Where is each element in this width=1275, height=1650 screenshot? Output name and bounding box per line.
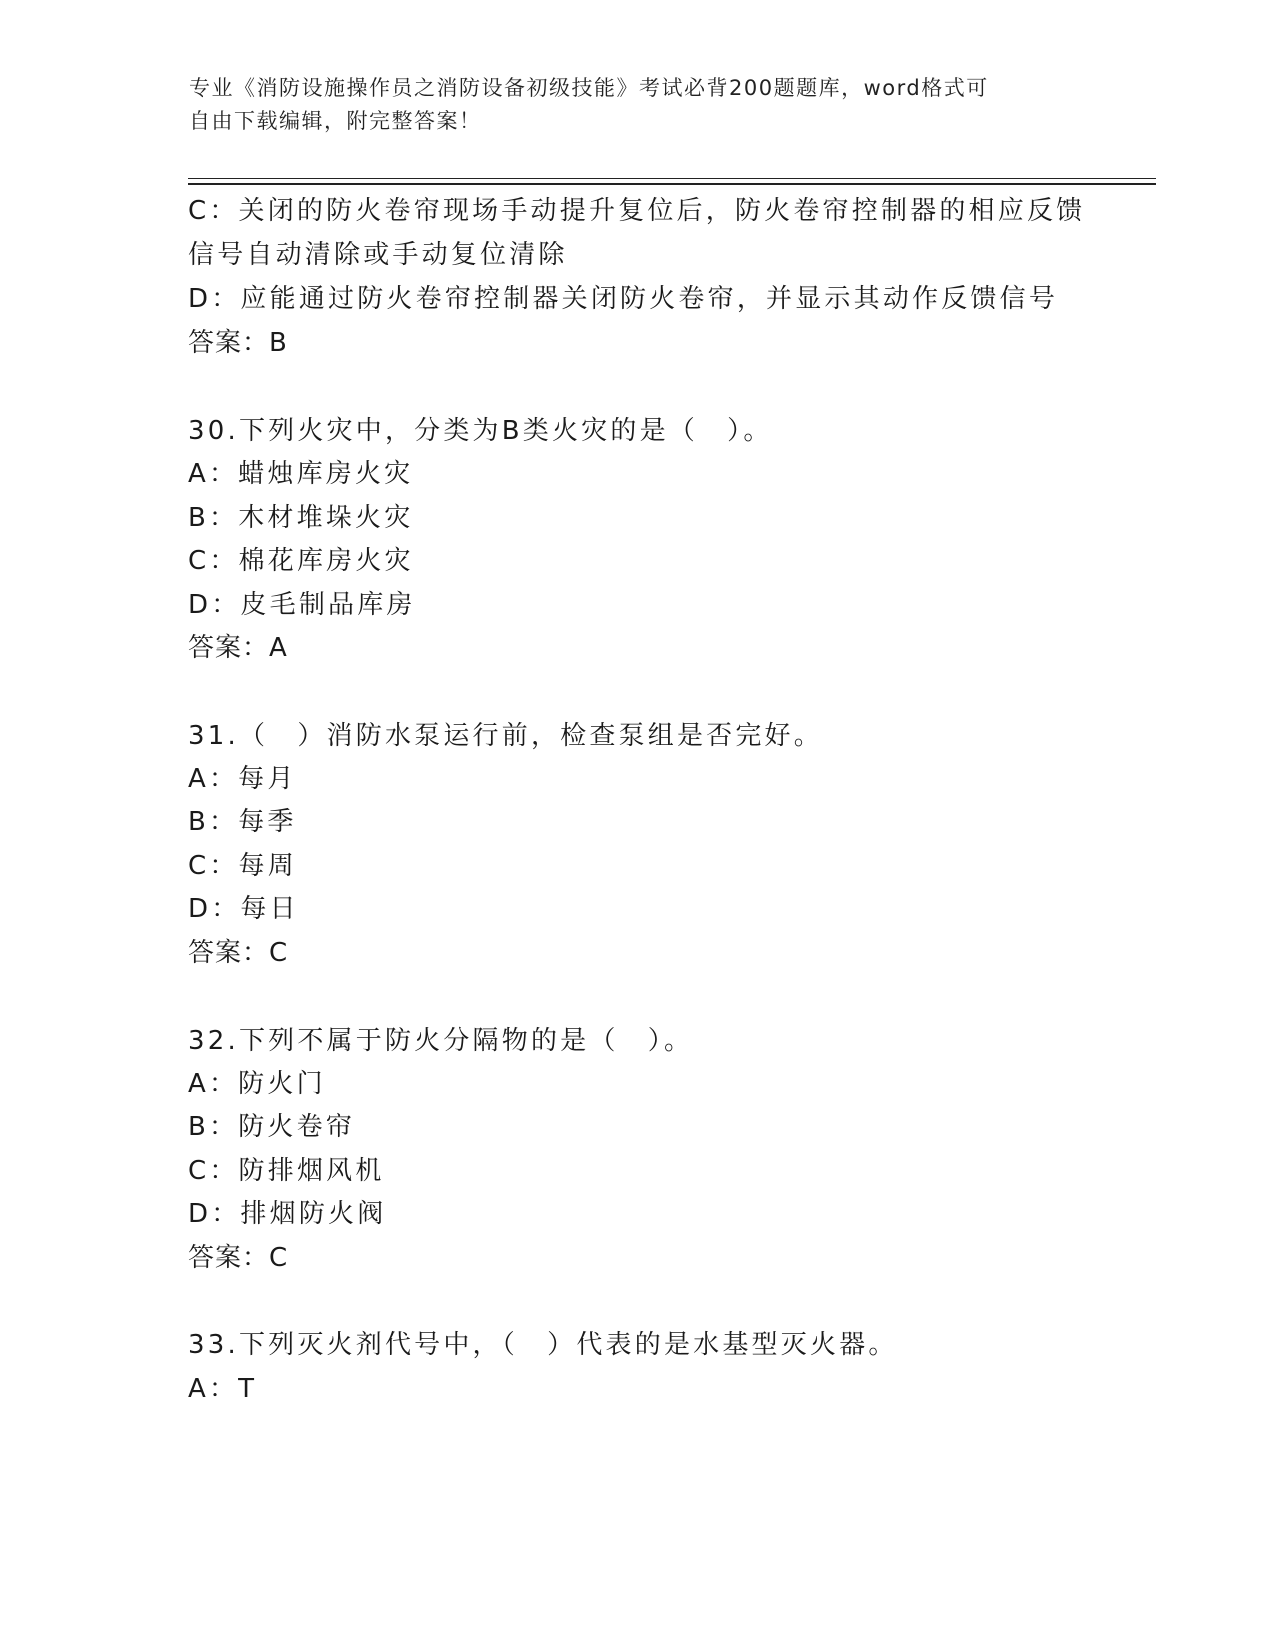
header-line-1: 专业《消防设施操作员之消防设备初级技能》考试必背200题题库，word格式可 (189, 76, 989, 100)
option-d: D：排烟防火阀 (188, 1199, 387, 1229)
answer: 答案：B (188, 328, 288, 358)
answer: 答案：C (188, 1243, 289, 1273)
header-line-2: 自由下载编辑，附完整答案！ (189, 109, 482, 133)
option-c: C：棉花库房火灾 (188, 546, 414, 576)
question-stem: 30.下列火灾中，分类为B类火灾的是（ ）。 (188, 416, 773, 446)
header-divider-thick (188, 183, 1156, 185)
option-b: B：木材堆垛火灾 (188, 503, 414, 533)
option-c-line-1: C：关闭的防火卷帘现场手动提升复位后，防火卷帘控制器的相应反馈 (188, 196, 1086, 226)
option-a: A：T (188, 1374, 258, 1404)
option-c: C：每周 (188, 851, 297, 881)
option-c: C：防排烟风机 (188, 1156, 385, 1186)
answer: 答案：A (188, 633, 288, 663)
option-c-line-2: 信号自动清除或手动复位清除 (188, 240, 568, 270)
option-a: A：蜡烛库房火灾 (188, 459, 414, 489)
question-stem: 31.（ ）消防水泵运行前，检查泵组是否完好。 (188, 721, 823, 751)
option-a: A：每月 (188, 764, 297, 794)
option-b: B：防火卷帘 (188, 1112, 356, 1142)
option-d: D：皮毛制品库房 (188, 590, 416, 620)
document-header (189, 72, 1089, 138)
question-stem: 33.下列灭火剂代号中，（ ）代表的是水基型灭火器。 (188, 1330, 898, 1360)
question-stem: 32.下列不属于防火分隔物的是（ ）。 (188, 1026, 694, 1056)
option-a: A：防火门 (188, 1069, 326, 1099)
option-d: D：每日 (188, 894, 299, 924)
header-divider-thin (188, 178, 1156, 179)
answer: 答案：C (188, 938, 289, 968)
option-b: B：每季 (188, 807, 297, 837)
option-d: D：应能通过防火卷帘控制器关闭防火卷帘，并显示其动作反馈信号 (188, 284, 1059, 314)
